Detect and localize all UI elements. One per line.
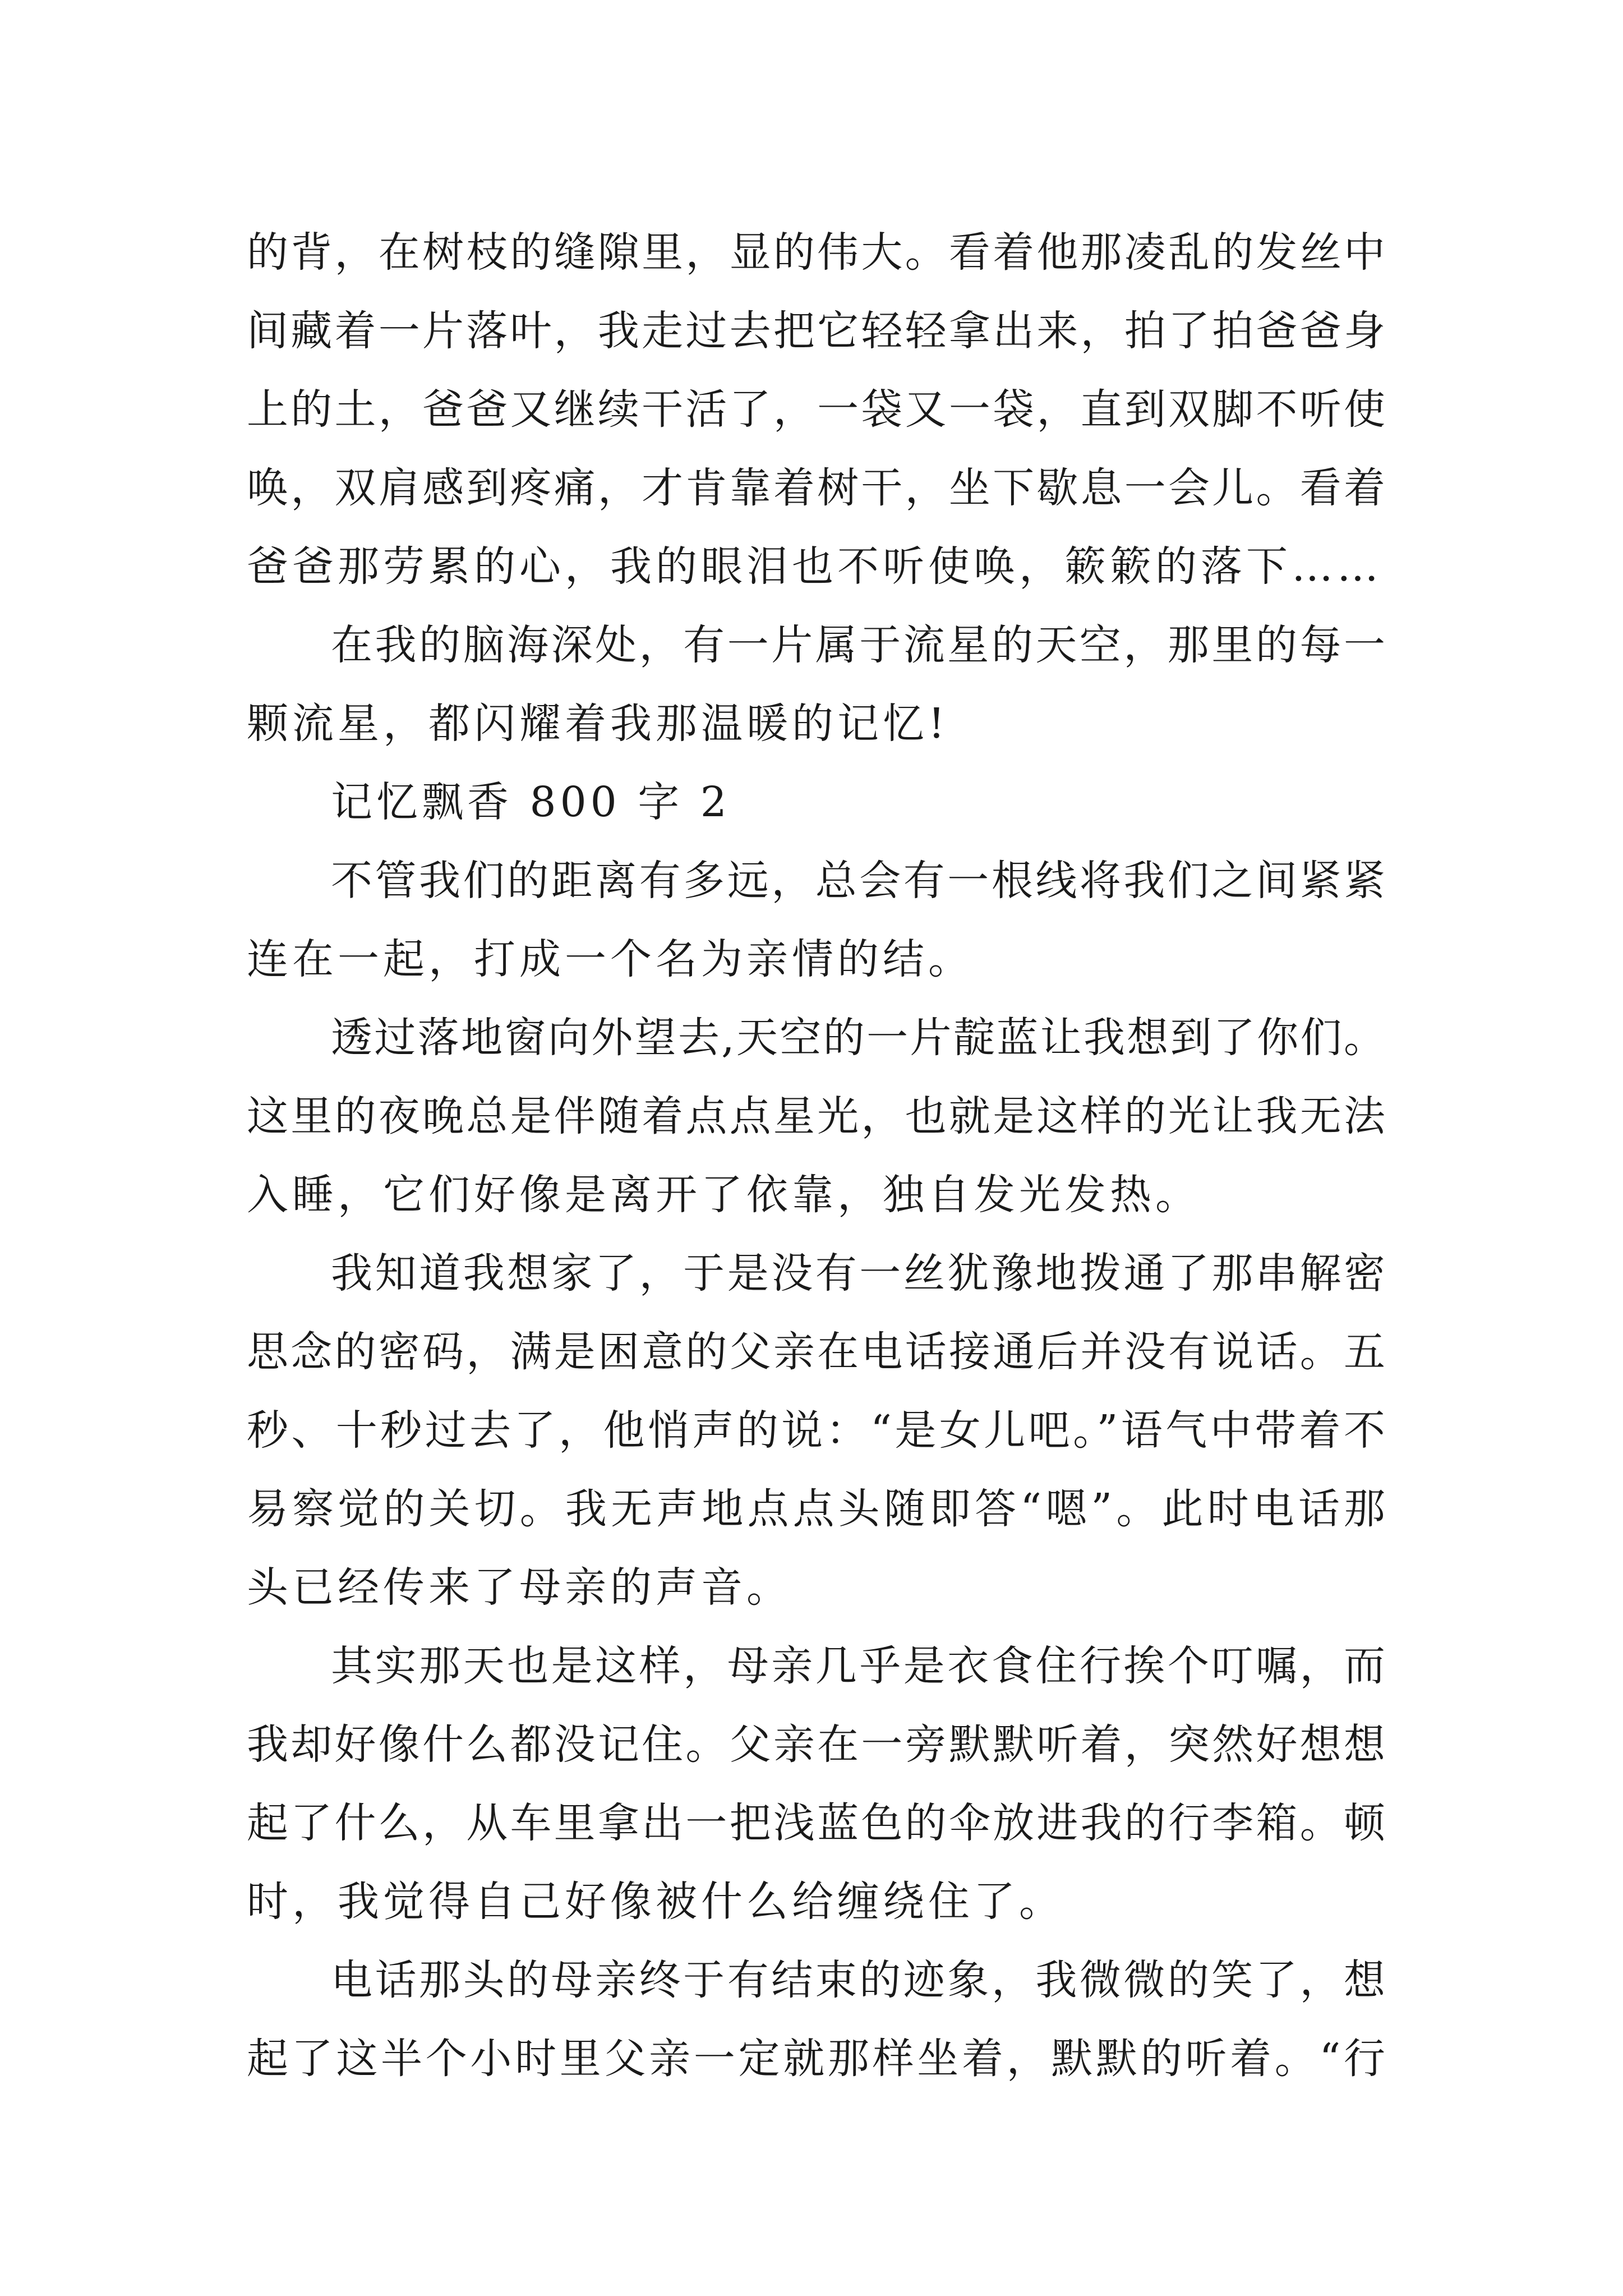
text-line: 间藏着一片落叶，我走过去把它轻轻拿出来，拍了拍爸爸身 [247, 307, 1385, 355]
text-line: 唤，双肩感到疼痛，才肯靠着树干，坐下歇息一会儿。看着 [247, 464, 1385, 512]
text-line: 起了什么，从车里拿出一把浅蓝色的伞放进我的行李箱。顿 [247, 1799, 1385, 1847]
text-line: 的背，在树枝的缝隙里，显的伟大。看着他那凌乱的发丝中 [247, 228, 1385, 277]
text-line: 不管我们的距离有多远，总会有一根线将我们之间紧紧 [331, 857, 1385, 905]
text-line: 我却好像什么都没记住。父亲在一旁默默听着，突然好想想 [247, 1720, 1385, 1769]
text-line: 在我的脑海深处，有一片属于流星的天空，那里的每一 [331, 621, 1385, 669]
text-line: 秒、十秒过去了，他悄声的说：“是女儿吧。”语气中带着不 [247, 1406, 1385, 1455]
text-line: 思念的密码，满是困意的父亲在电话接通后并没有说话。五 [247, 1328, 1385, 1376]
text-line: 起了这半个小时里父亲一定就那样坐着，默默的听着。“行 [247, 2035, 1385, 2083]
text-line: 记忆飘香 800 字 2 [331, 778, 731, 826]
text-line: 时，我觉得自己好像被什么给缠绕住了。 [247, 1878, 1064, 1926]
text-line: 透过落地窗向外望去,天空的一片靛蓝让我想到了你们。 [331, 1014, 1385, 1062]
body-text [247, 213, 1385, 2098]
text-line: 头已经传来了母亲的声音。 [247, 1563, 792, 1612]
text-line: 易察觉的关切。我无声地点点头随即答“嗯”。此时电话那 [247, 1485, 1385, 1533]
text-line: 入睡，它们好像是离开了依靠，独自发光发热。 [247, 1171, 1201, 1219]
text-line: 颗流星，都闪耀着我那温暖的记忆! [247, 700, 949, 748]
text-line: 其实那天也是这样，母亲几乎是衣食住行挨个叮嘱，而 [331, 1642, 1385, 1690]
text-line: 爸爸那劳累的心，我的眼泪也不听使唤，簌簌的落下…… [247, 542, 1382, 591]
text-line: 连在一起，打成一个名为亲情的结。 [247, 935, 974, 983]
text-line: 这里的夜晚总是伴随着点点星光，也就是这样的光让我无法 [247, 1092, 1385, 1140]
text-line: 上的土，爸爸又继续干活了，一袋又一袋，直到双脚不听使 [247, 385, 1385, 434]
text-line: 电话那头的母亲终于有结束的迹象，我微微的笑了，想 [331, 1956, 1385, 2004]
text-line: 我知道我想家了，于是没有一丝犹豫地拨通了那串解密 [331, 1249, 1385, 1297]
